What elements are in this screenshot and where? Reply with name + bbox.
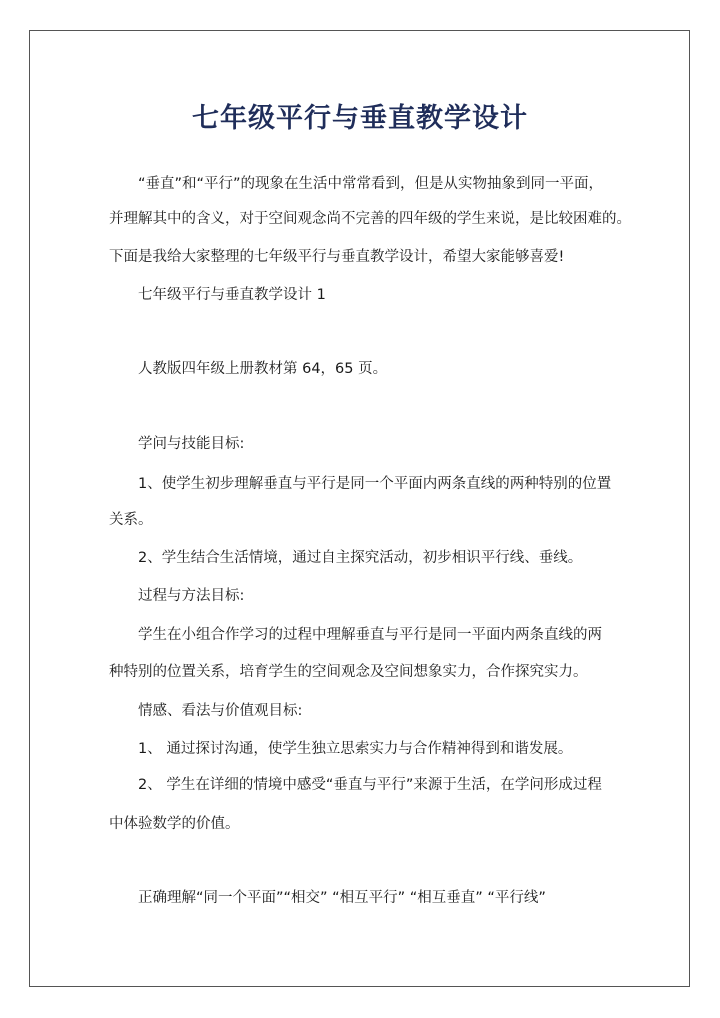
section-heading: 情感、看法与价值观目标: xyxy=(138,703,303,719)
paragraph-line: 2、 学生在详细的情境中感受“垂直与平行”来源于生活，在学问形成过程 xyxy=(138,777,602,793)
paragraph-line: 2、学生结合生活情境，通过自主探究活动，初步相识平行线、垂线。 xyxy=(138,550,583,566)
section-heading: 学问与技能目标: xyxy=(138,436,245,452)
paragraph-line: 正确理解“同一个平面”“相交” “相互平行” “相互垂直” “平行线” xyxy=(138,890,546,906)
paragraph-line: 下面是我给大家整理的七年级平行与垂直教学设计，希望大家能够喜爱! xyxy=(109,249,565,265)
section-heading: 过程与方法目标: xyxy=(138,588,245,604)
paragraph-line: 中体验数学的价值。 xyxy=(109,816,240,832)
paragraph-line: “垂直”和“平行”的现象在生活中常常看到，但是从实物抽象到同一平面， xyxy=(138,176,604,192)
paragraph-line: 1、使学生初步理解垂直与平行是同一个平面内两条直线的两种特别的位置 xyxy=(138,476,612,492)
paragraph-line: 关系。 xyxy=(109,512,153,528)
section-heading: 七年级平行与垂直教学设计 1 xyxy=(138,287,326,303)
document-title: 七年级平行与垂直教学设计 xyxy=(192,103,528,134)
paragraph-line: 种特别的位置关系，培育学生的空间观念及空间想象实力，合作探究实力。 xyxy=(109,664,588,680)
paragraph-line: 并理解其中的含义，对于空间观念尚不完善的四年级的学生来说，是比较困难的。 xyxy=(109,211,631,227)
paragraph-line: 人教版四年级上册教材第 64，65 页。 xyxy=(138,361,388,377)
paragraph-line: 学生在小组合作学习的过程中理解垂直与平行是同一平面内两条直线的两 xyxy=(138,627,602,643)
paragraph-line: 1、 通过探讨沟通，使学生独立思索实力与合作精神得到和谐发展。 xyxy=(138,741,573,757)
